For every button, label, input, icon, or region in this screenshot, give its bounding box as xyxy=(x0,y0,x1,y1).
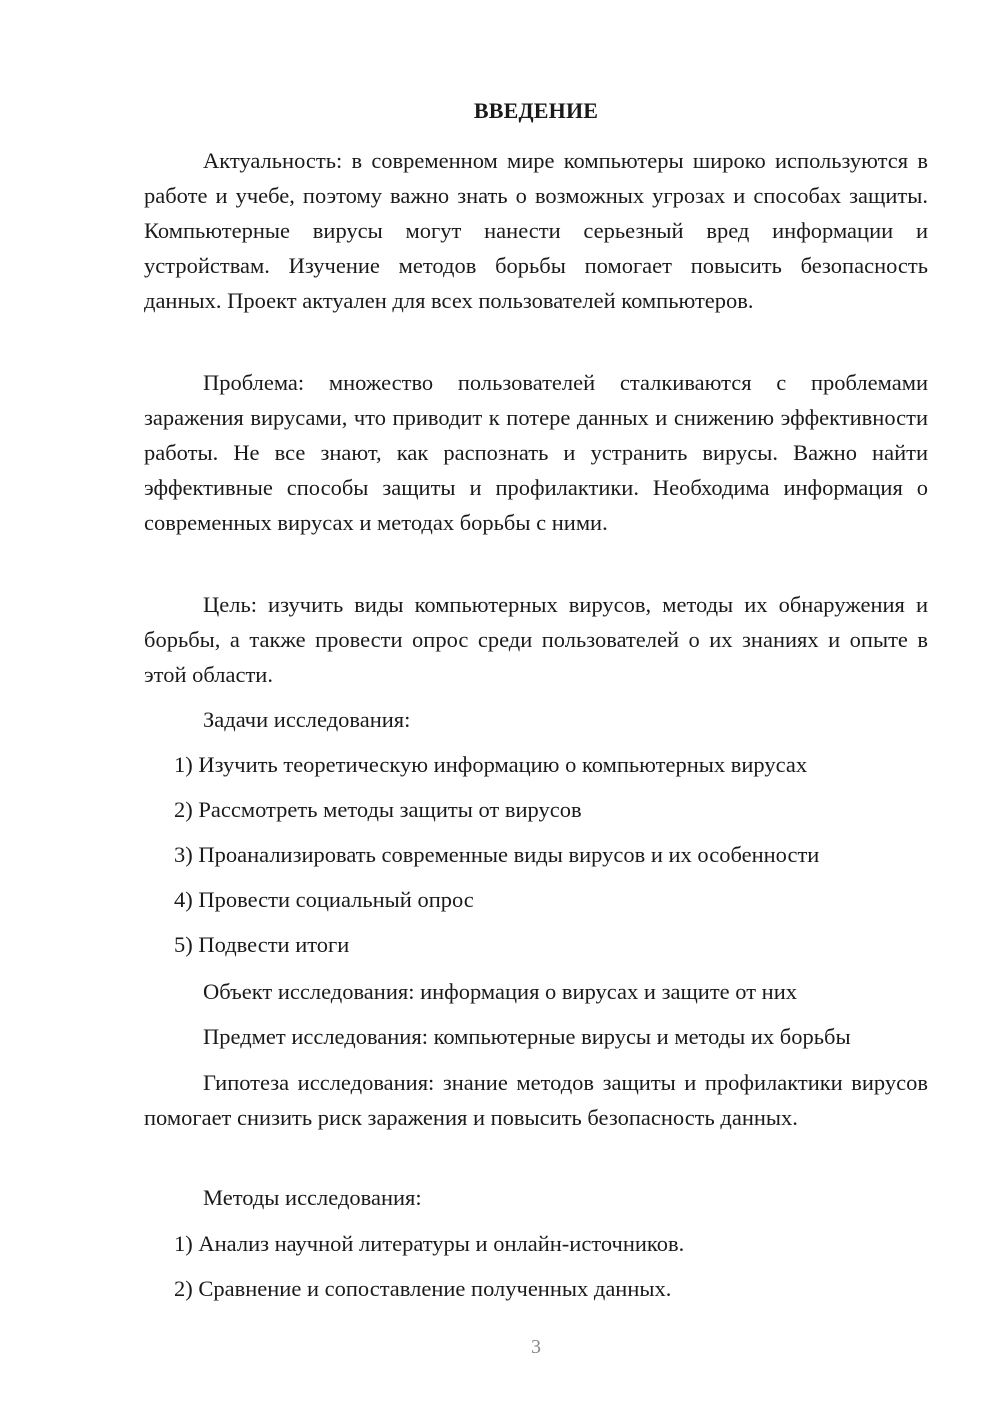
page-title: ВВЕДЕНИЕ xyxy=(473,98,599,123)
task-item: 5) Подвести итоги xyxy=(174,932,350,957)
research-object: Объект исследования: информация о вирусах и защите от них xyxy=(203,979,798,1004)
problem-paragraph: Проблема: множество пользователей сталкиваются с проблемами заражения вирусами, что приводит к потере данных и снижению эффективности работы. Не все знают, как распознать и устранить вирусы. Важно найти эффективные способы защиты и профилактики. Необходима информация о современных вирусах и методах борьбы с ними. xyxy=(144,370,928,535)
relevance-block xyxy=(144,143,928,318)
method-item: 2) Сравнение и сопоставление полученных данных. xyxy=(174,1276,672,1301)
relevance-paragraph: Актуальность: в современном мире компьютеры широко используются в работе и учебе, поэтому важно знать о возможных угрозах и способах защиты. Компьютерные вирусы могут нанести серьезный вред информации и устройствам. Изучение методов борьбы помогает повысить безопасность данных. Проект актуален для всех пользователей компьютеров. xyxy=(144,148,928,313)
methods-heading: Методы исследования: xyxy=(203,1185,422,1210)
method-item: 1) Анализ научной литературы и онлайн-источников. xyxy=(174,1231,685,1256)
hypothesis-paragraph: Гипотеза исследования: знание методов защиты и профилактики вирусов помогает снизить риск заражения и повысить безопасность данных. xyxy=(144,1070,928,1130)
goal-block xyxy=(144,587,928,692)
task-item: 4) Провести социальный опрос xyxy=(174,887,474,912)
task-item: 1) Изучить теоретическую информацию о компьютерных вирусах xyxy=(174,752,808,777)
problem-block xyxy=(144,365,928,540)
page-number: 3 xyxy=(531,1336,541,1358)
task-item: 3) Проанализировать современные виды вирусов и их особенности xyxy=(174,842,820,867)
research-subject: Предмет исследования: компьютерные вирусы и методы их борьбы xyxy=(203,1024,851,1049)
tasks-heading: Задачи исследования: xyxy=(203,707,411,732)
task-item: 2) Рассмотреть методы защиты от вирусов xyxy=(174,797,582,822)
goal-paragraph: Цель: изучить виды компьютерных вирусов, методы их обнаружения и борьбы, а также провести опрос среди пользователей о их знаниях и опыте в этой области. xyxy=(144,592,928,687)
hypothesis-block xyxy=(144,1065,928,1135)
